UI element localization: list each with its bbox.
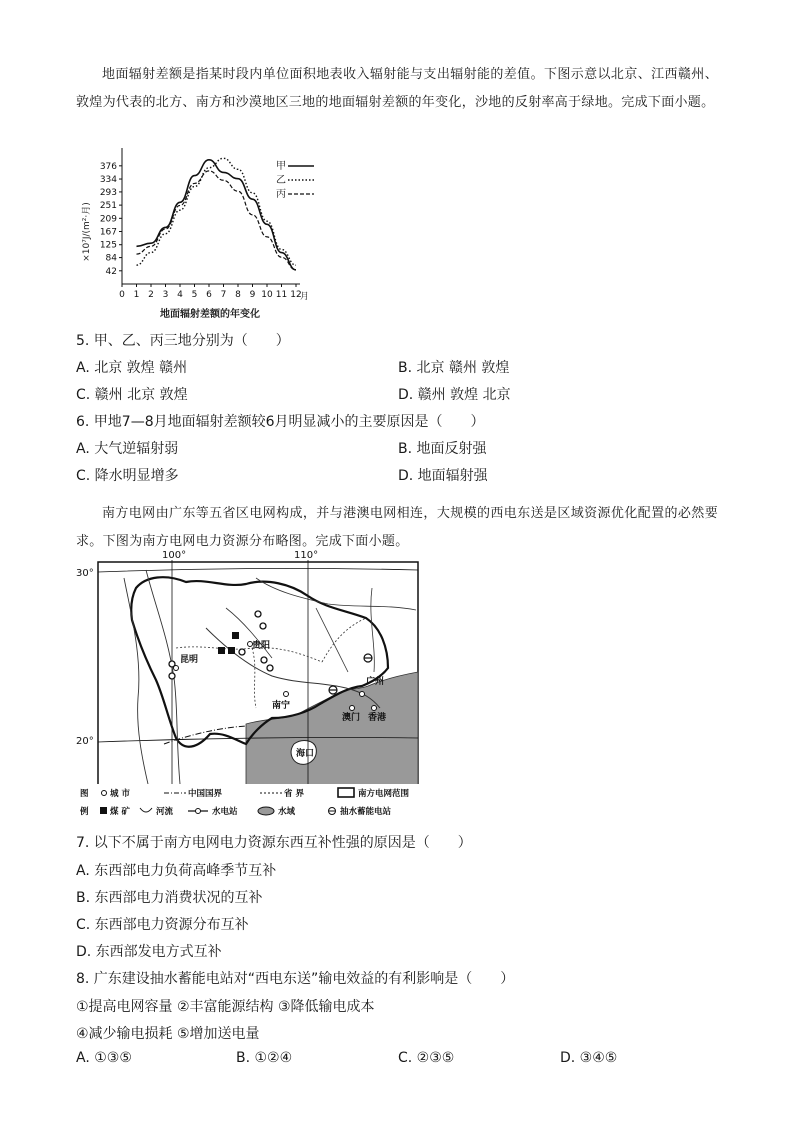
q7-option-a[interactable]: A. 东西部电力负荷高峰季节互补 <box>76 863 277 879</box>
chart-legend-label: 乙 <box>276 175 286 186</box>
q5-option-d[interactable]: D. 赣州 敦煌 北京 <box>398 387 511 403</box>
q7-option-b[interactable]: B. 东西部电力消费状况的互补 <box>76 890 263 906</box>
chart-y-tick-label: 167 <box>99 227 117 238</box>
legend-province: 省 界 <box>284 789 304 799</box>
question-5-stem: 5. 甲、乙、丙三地分别为（ ） <box>76 333 290 349</box>
chart-x-tick-label: 6 <box>206 290 212 300</box>
q5-option-c[interactable]: C. 赣州 北京 敦煌 <box>76 387 188 403</box>
city-dot <box>360 692 365 697</box>
chart-legend <box>276 160 314 200</box>
chart-series-group <box>137 158 297 270</box>
city-dot <box>284 692 289 697</box>
chart-x-unit: 月 <box>300 292 310 302</box>
chart-x-tick-label: 11 <box>275 290 288 300</box>
lat-label-20: 20° <box>76 736 94 747</box>
q8-option-a[interactable]: A. ①③⑤ <box>76 1050 132 1066</box>
chart-series-line-2 <box>137 158 297 265</box>
legend-coal-icon <box>100 807 107 814</box>
legend-river: 河流 <box>156 807 174 817</box>
chart-x-tick-label: 9 <box>249 290 256 300</box>
question-8-stem: 8. 广东建设抽水蓄能电站对“西电东送”输电效益的有利影响是（ ） <box>76 971 515 987</box>
city-label-haikou: 海口 <box>296 749 315 759</box>
city-dot <box>350 706 355 711</box>
hydro-station-icon <box>261 657 267 663</box>
q7-option-d[interactable]: D. 东西部发电方式互补 <box>76 944 222 960</box>
chart-x-tick-label: 4 <box>177 290 183 300</box>
hydro-station-icon <box>255 611 261 617</box>
city-label-guiyang: 贵阳 <box>252 641 271 651</box>
city-dot <box>372 706 377 711</box>
chart-x-tick-label: 5 <box>191 290 198 300</box>
legend-title: 图 <box>80 789 89 799</box>
chart-legend-label: 甲 <box>276 161 286 172</box>
chart-x-tick-label: 12 <box>290 290 302 300</box>
map-legend <box>76 784 426 820</box>
city-label-macau: 澳门 <box>342 713 361 723</box>
q5-option-a[interactable]: A. 北京 敦煌 赣州 <box>76 360 188 376</box>
chart-legend-label: 丙 <box>276 189 286 200</box>
city-label-nanning: 南宁 <box>272 701 291 711</box>
hydro-station-icon <box>169 673 175 679</box>
chart-y-tick-label: 334 <box>99 175 117 186</box>
q8-option-d[interactable]: D. ③④⑤ <box>560 1050 618 1066</box>
coal-mine-icon <box>232 632 239 639</box>
legend-water-icon <box>258 807 274 815</box>
chart-y-tick-label: 84 <box>105 253 117 264</box>
chart-x-tick-label: 0 <box>119 290 125 300</box>
legend-national-border: 中国国界 <box>188 789 223 799</box>
legend-hydro-icon <box>196 809 201 814</box>
q8-statements-line-1: ①提高电网容量 ②丰富能源结构 ③降低输电成本 <box>76 999 375 1015</box>
chart-y-tick-label: 125 <box>99 240 117 251</box>
chart-y-tick-label: 293 <box>99 187 117 198</box>
chart-y-tick-label: 251 <box>99 201 117 212</box>
q6-option-a[interactable]: A. 大气逆辐射弱 <box>76 441 179 457</box>
coal-mine-icon <box>228 647 235 654</box>
legend-title-2: 例 <box>80 807 89 817</box>
chart-series-line-3 <box>137 171 297 270</box>
q6-option-d[interactable]: D. 地面辐射强 <box>398 468 488 484</box>
question-6-stem: 6. 甲地7—8月地面辐射差额较6月明显减小的主要原因是（ ） <box>76 414 485 430</box>
q8-option-b[interactable]: B. ①②④ <box>236 1050 293 1066</box>
chart-x-tick-label: 1 <box>133 290 140 300</box>
power-grid-map <box>76 548 424 824</box>
city-label-kunming: 昆明 <box>180 655 199 665</box>
question-7-stem: 7. 以下不属于南方电网电力资源东西互补性强的原因是（ ） <box>76 835 472 851</box>
hydro-station-icon <box>267 665 273 671</box>
hydro-station-icon <box>239 649 245 655</box>
chart-x-tick-label: 10 <box>261 290 273 300</box>
lon-label-100: 100° <box>162 550 187 561</box>
q8-statements-line-2: ④减少输电损耗 ⑤增加送电量 <box>76 1026 260 1042</box>
intro-paragraph-1: 地面辐射差额是指某时段内单位面积地表收入辐射能与支出辐射能的差值。下图示意以北京、江西赣州、敦煌为代表的北方、南方和沙漠地区三地的地面辐射差额的年变化，沙地的反射率高于绿地。完成下面小题。 <box>76 67 718 110</box>
q6-option-c[interactable]: C. 降水明显增多 <box>76 468 179 484</box>
radiation-chart <box>76 142 326 322</box>
city-label-guangzhou: 广州 <box>366 677 385 687</box>
q8-option-c[interactable]: C. ②③⑤ <box>398 1050 455 1066</box>
q7-option-c[interactable]: C. 东西部电力资源分布互补 <box>76 917 249 933</box>
chart-x-tick-label: 2 <box>148 290 154 300</box>
lon-label-110: 110° <box>294 550 319 561</box>
city-dot <box>174 666 179 671</box>
legend-city-icon <box>102 791 107 796</box>
legend-coal: 煤 矿 <box>110 807 130 817</box>
legend-hydro: 水电站 <box>212 807 238 817</box>
chart-x-tick-label: 3 <box>162 290 169 300</box>
hydro-station-icon <box>260 623 266 629</box>
chart-y-tick-label: 209 <box>99 214 117 225</box>
chart-x-tick-label: 8 <box>235 290 241 300</box>
legend-grid: 南方电网范围 <box>358 789 410 799</box>
chart-y-axis-label: ×10⁷J/(m²·月) <box>82 202 92 262</box>
chart-y-tick-label: 376 <box>99 161 117 172</box>
legend-city: 城 市 <box>110 789 130 799</box>
chart-x-tick-label: 7 <box>220 290 227 300</box>
legend-pumped: 抽水蓄能电站 <box>340 807 392 817</box>
q6-option-b[interactable]: B. 地面反射强 <box>398 441 487 457</box>
chart-y-tick-label: 42 <box>105 266 117 277</box>
lat-label-30: 30° <box>76 568 94 579</box>
intro-paragraph-2: 南方电网由广东等五省区电网构成，并与港澳电网相连，大规模的西电东送是区域资源优化配置的必然要求。下图为南方电网电力资源分布略图。完成下面小题。 <box>76 506 718 549</box>
city-label-hongkong: 香港 <box>368 713 387 723</box>
chart-title: 地面辐射差额的年变化 <box>160 309 260 320</box>
coal-mine-icon <box>218 647 225 654</box>
legend-water: 水域 <box>278 807 296 817</box>
q5-option-b[interactable]: B. 北京 赣州 敦煌 <box>398 360 510 376</box>
